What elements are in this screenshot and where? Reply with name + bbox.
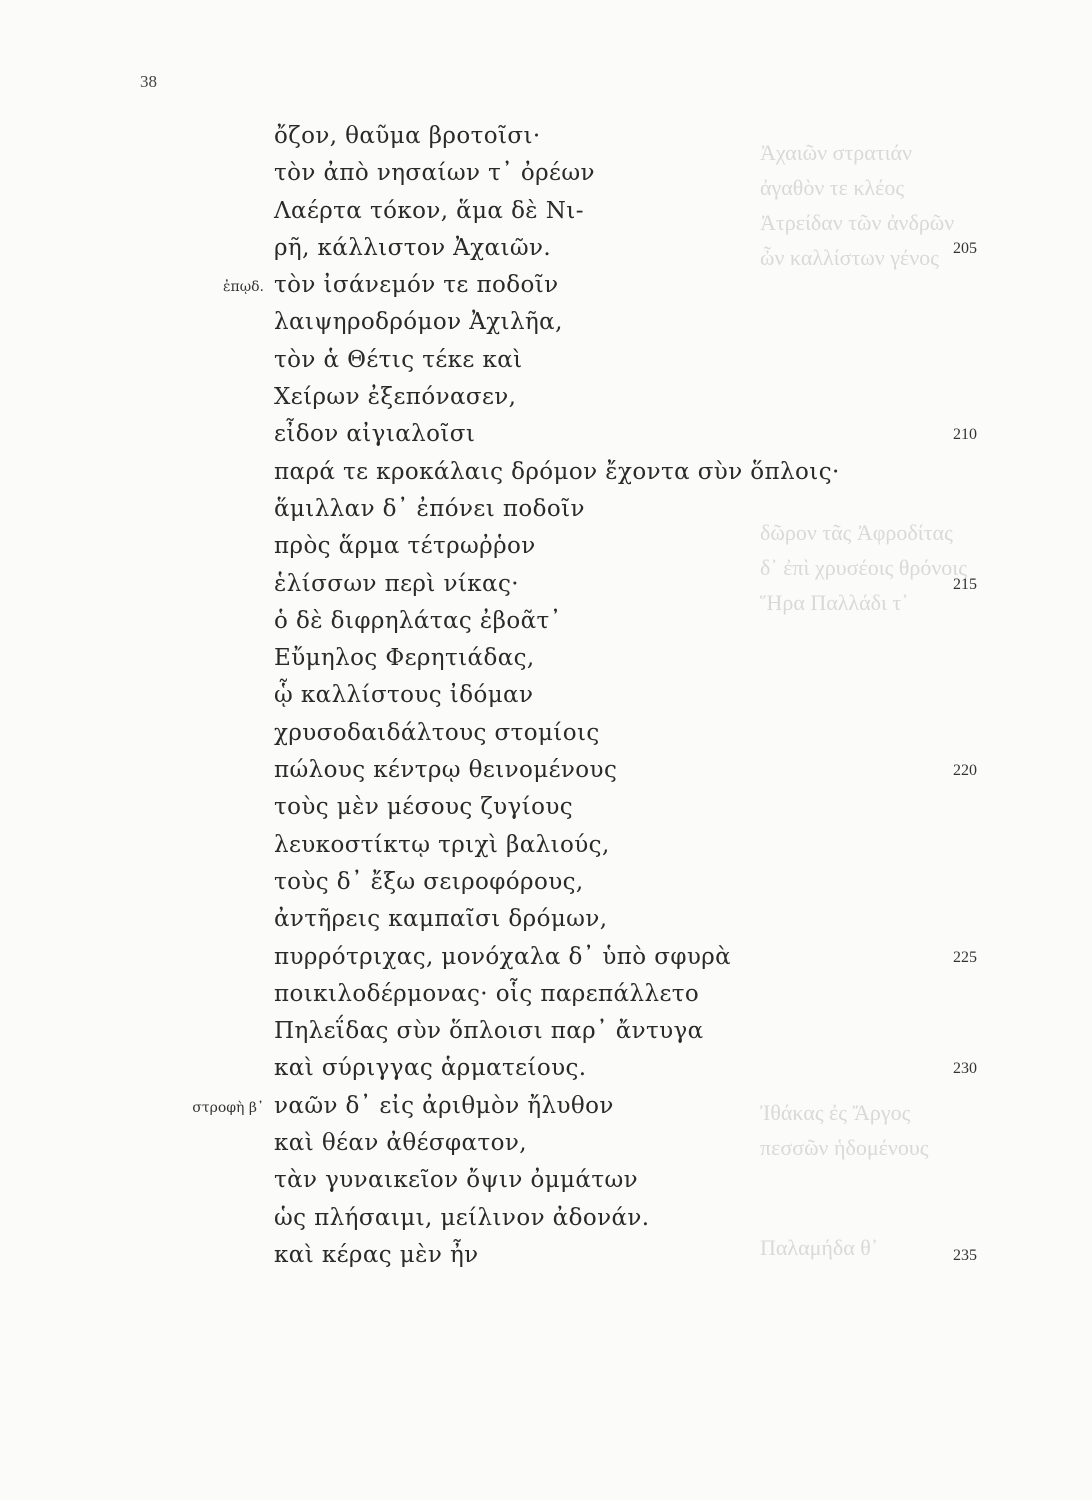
line-number: 210 (953, 426, 977, 444)
verse-line (274, 715, 964, 752)
verse-text: ὄζον, θαῦμα βροτοῖσι· (274, 123, 541, 149)
verse-text: τοὺς μὲν μέσους ζυγίους (274, 794, 574, 821)
verse-line (274, 1050, 977, 1087)
verse-text: Πηλεΐδας σὺν ὅπλοισι παρ᾽ ἄντυγα (274, 1018, 704, 1045)
verse-text: Χείρων ἐξεπόνασεν, (274, 384, 517, 411)
verse-line (274, 864, 964, 901)
verse-line (274, 789, 964, 826)
verse-block (192, 118, 977, 1274)
verse-text: καὶ σύριγγας ἁρματείους. (274, 1055, 587, 1082)
verse-line (274, 193, 964, 230)
line-number: 205 (953, 239, 977, 257)
show-through-text: δ᾽ ἐπὶ χρυσέοις θρόνοις (760, 555, 967, 580)
verse-text: τὸν ἰσάνεμόν τε ποδοῖν (274, 272, 559, 299)
verse-line (274, 827, 964, 864)
line-number: 215 (953, 575, 977, 593)
show-through-text: Ἀχαιῶν στρατιάν (760, 140, 912, 165)
show-through-text: ἀγαθὸν τε κλέος (760, 175, 905, 200)
verse-line (274, 304, 964, 341)
verse-line (274, 603, 964, 640)
verse-line (274, 155, 964, 192)
verse-line (274, 491, 964, 528)
verse-line (222, 267, 964, 304)
show-through-text: Ἥρα Παλλάδι τ᾽ (760, 590, 909, 615)
verse-line (274, 342, 964, 379)
verse-text: ἑλίσσων περὶ νίκας· (274, 570, 519, 597)
verse-text: ὡς πλήσαιμι, μείλινον ἀδονάν. (274, 1204, 650, 1231)
show-through-text: Ἰθάκας ἐς Ἄργος (760, 1100, 911, 1125)
verse-text: χρυσοδαιδάλτους στομίοις (274, 719, 600, 746)
verse-text: λαιψηροδρόμον Ἀχιλῆα, (274, 309, 563, 336)
verse-text: καὶ κέρας μὲν ἦν (274, 1241, 479, 1268)
verse-text: ρῆ, κάλλιστον Ἀχαιῶν. (274, 234, 552, 261)
verse-line (274, 976, 964, 1013)
show-through-text: δῶρον τᾶς Ἀφροδίτας (760, 520, 953, 545)
verse-text: ναῶν δ᾽ εἰς ἀριθμὸν ἤλυθον (274, 1092, 614, 1119)
verse-line (192, 1088, 964, 1125)
verse-text: Εὔμηλος Φερητιάδας, (274, 645, 535, 672)
show-through-text: Ἀτρείδαν τῶν ἀνδρῶν (760, 210, 955, 235)
show-through-text: ὦν καλλίστων γένος (760, 245, 939, 270)
verse-line (274, 1125, 964, 1162)
verse-text: τοὺς δ᾽ ἔξω σειροφόρους, (274, 868, 584, 895)
verse-line (274, 1237, 977, 1274)
line-number: 220 (953, 762, 977, 780)
verse-text: πώλους κέντρῳ θεινομένους (274, 757, 618, 784)
verse-line (274, 1162, 964, 1199)
verse-text: εἶδον αἰγιαλοῖσι (274, 421, 476, 448)
section-label: ἐπῳδ. (222, 279, 264, 296)
verse-text: τὸν ἁ Θέτις τέκε καὶ (274, 346, 523, 373)
line-number: 235 (953, 1246, 977, 1264)
verse-text: πρὸς ἅρμα τέτρωῤῥον (274, 533, 536, 560)
verse-line (274, 1013, 964, 1050)
verse-text: ᾧ καλλίστους ἰδόμαν (274, 682, 534, 709)
verse-line (274, 230, 977, 267)
page-number: 38 (140, 72, 157, 91)
verse-line (274, 454, 964, 491)
verse-text: ὁ δὲ διφρηλάτας ἐβοᾶτ᾽ (274, 607, 562, 634)
show-through-text: πεσσῶν ἡδομένους (760, 1135, 929, 1160)
verse-text: πυρρότριχας, μονόχαλα δ᾽ ὑπὸ σφυρὰ (274, 943, 732, 970)
verse-text: ἀντῆρεις καμπαῖσι δρόμων, (274, 906, 608, 933)
verse-line (274, 752, 977, 789)
verse-text: καὶ θέαν ἀθέσφατον, (274, 1130, 527, 1157)
verse-line (274, 1200, 964, 1237)
verse-line (274, 118, 964, 155)
verse-line (274, 379, 964, 416)
verse-line (274, 566, 977, 603)
verse-text: λευκοστίκτῳ τριχὶ βαλιούς, (274, 831, 610, 858)
verse-text: ἅμιλλαν δ᾽ ἐπόνει ποδοῖν (274, 495, 585, 522)
verse-line (274, 939, 977, 976)
verse-text: παρά τε κροκάλαις δρόμον ἔχοντα σὺν ὅπλοις· (274, 458, 840, 485)
line-number: 230 (953, 1060, 977, 1078)
verse-line (274, 640, 964, 677)
section-label: στροφὴ β᾽ (192, 1099, 264, 1116)
verse-line (274, 677, 964, 714)
verse-text: τὰν γυναικεῖον ὄψιν ὀμμάτων (274, 1167, 638, 1194)
verse-line (274, 901, 964, 938)
line-number: 225 (953, 948, 977, 966)
verse-text: τὸν ἀπὸ νησαίων τ᾽ ὀρέων (274, 160, 595, 187)
verse-line (274, 528, 964, 565)
show-through-text: Παλαμήδα θ᾽ (760, 1235, 879, 1260)
verse-text: ποικιλοδέρμονας· οἷς παρεπάλλετο (274, 980, 700, 1007)
verse-line (274, 416, 977, 453)
verse-text: Λαέρτα τόκον, ἅμα δὲ Νι- (274, 197, 584, 224)
